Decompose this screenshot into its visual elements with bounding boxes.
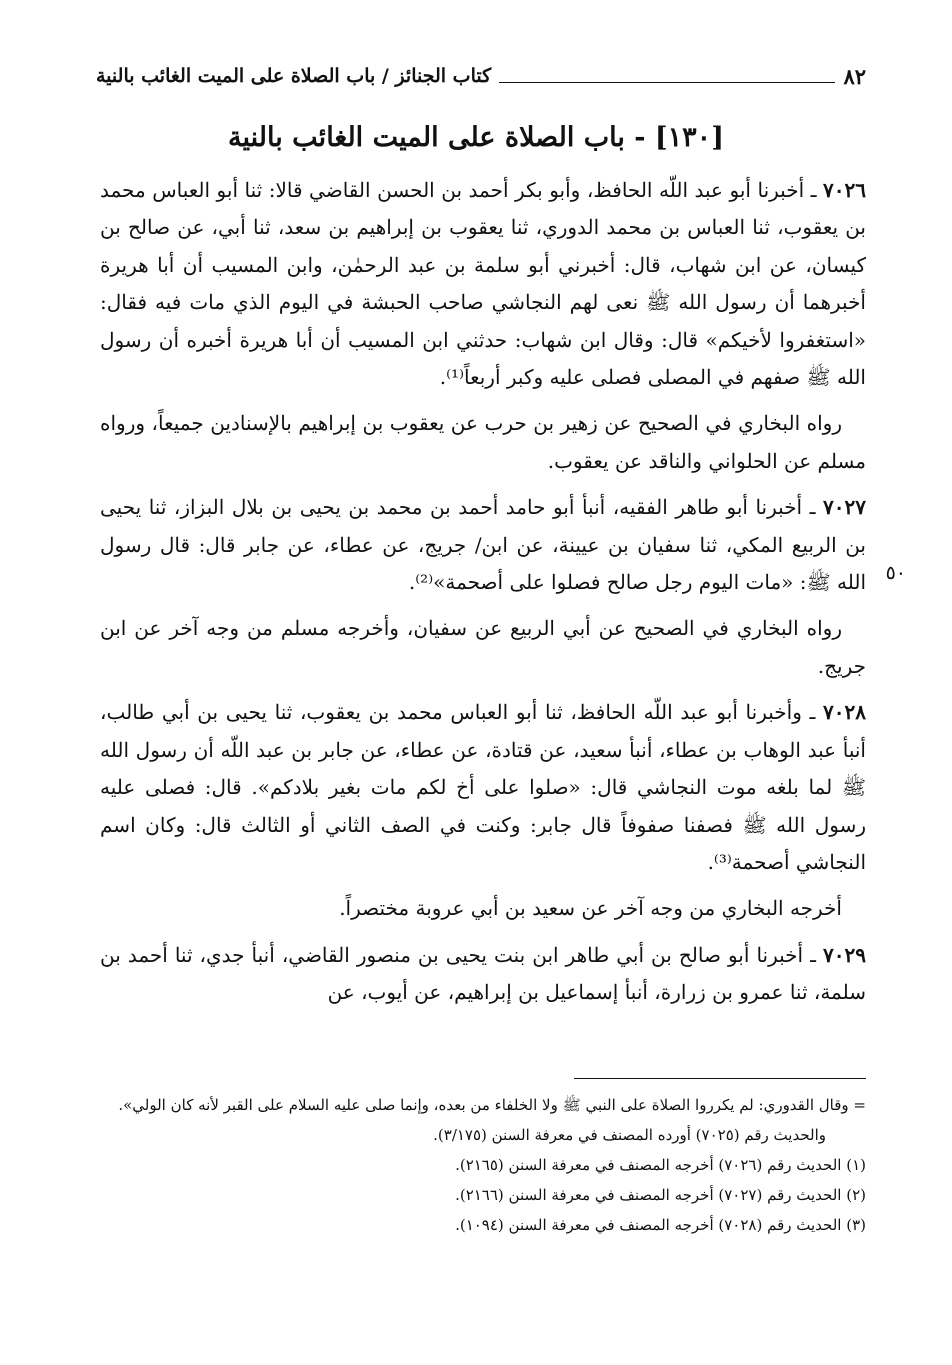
paragraph-text: رواه البخاري في الصحيح عن أبي الربيع عن سفيان، وأخرجه مسلم من وجه آخر عن ابن جريج. [100, 616, 866, 678]
paragraph-text: ـ وأخبرنا أبو عبد اللّه الحافظ، ثنا أبو العباس محمد بن يعقوب، ثنا يحيى بن أبي طالب، أنبأ عبد الوهاب بن عطاء، أنبأ سعيد، عن قتادة، عن عطاء، عن جابر بن عبد اللّه أن رسول الله ﷺ لما بلغه موت النجاشي قال: «صلوا على أخ لكم مات بغير بلادكم». قال: فصلى عليه رسول الله ﷺ فصفنا صفوفاً قال جابر: وكنت في الصف الثاني أو الثالث قال: وكان اسم النجاشي أصحمة⁽³⁾. [100, 700, 867, 874]
page-number: ٨٢ [843, 63, 866, 89]
hadith-number: ٧٠٢٩ [823, 942, 866, 967]
body-text [100, 172, 866, 1012]
commentary-paragraph [100, 405, 866, 480]
hadith-paragraph [100, 694, 866, 881]
footnotes [100, 1090, 866, 1240]
paragraph-text: ـ أخبرنا أبو صالح بن أبي طاهر ابن بنت يحيى بن منصور القاضي، أنبأ جدي، ثنا أحمد بن سلمة، ثنا عمرو بن زرارة، أنبأ إسماعيل بن إبراهيم، عن أيوب، عن [100, 942, 866, 1005]
header-rule [499, 82, 835, 83]
hadith-paragraph [100, 172, 866, 396]
footnote-item: (١) الحديث رقم (٧٠٢٦) أخرجه المصنف في معرفة السنن (٢١٦٥). [455, 1156, 866, 1174]
hadith-number: ٧٠٢٨ [823, 700, 866, 725]
chapter-title: [١٣٠] - باب الصلاة على الميت الغائب بالنية [228, 122, 724, 153]
footnote-continuation: = وقال القدوري: لم يكرروا الصلاة على النبي ﷺ ولا الخلفاء من بعده، وإنما صلى عليه السلام على القبر لأنه كان الولي». [118, 1096, 866, 1114]
footnote-item: (٢) الحديث رقم (٧٠٢٧) أخرجه المصنف في معرفة السنن (٢١٦٦). [455, 1186, 866, 1204]
hadith-paragraph [100, 937, 866, 1012]
hadith-number: ٧٠٢٦ [823, 178, 866, 202]
hadith-number: ٧٠٢٧ [823, 495, 866, 520]
paragraph-text: رواه البخاري في الصحيح عن زهير بن حرب عن يعقوب بن إبراهيم بالإسنادين جميعاً، ورواه مسلم عن الحلواني والناقد عن يعقوب. [100, 411, 866, 473]
margin-page-number: ٥٠ [885, 562, 906, 584]
hadith-paragraph [100, 489, 866, 601]
commentary-paragraph [100, 610, 866, 685]
footnote-item: (٣) الحديث رقم (٧٠٢٨) أخرجه المصنف في معرفة السنن (١٠٩٤). [455, 1216, 866, 1234]
footnote-item: والحديث رقم (٧٠٢٥) أورده المصنف في معرفة السنن (٣/١٧٥). [433, 1126, 826, 1144]
running-header [96, 58, 866, 94]
commentary-paragraph [100, 890, 866, 927]
running-title: كتاب الجنائز / باب الصلاة على الميت الغائب بالنية [96, 65, 492, 87]
paragraph-text: ـ أخبرنا أبو طاهر الفقيه، أنبأ أبو حامد أحمد بن محمد بن يحيى بن بلال البزاز، ثنا يحيى بن الربيع المكي، ثنا سفيان بن عيينة، عن ابن/ جريج، عن عطاء، عن جابر قال: قال رسول الله ﷺ: «مات اليوم رجل صالح فصلوا على أصحمة»⁽²⁾. [100, 495, 866, 595]
paragraph-text: ـ أخبرنا أبو عبد اللّه الحافظ، وأبو بكر أحمد بن الحسن القاضي قالا: ثنا أبو العباس محمد بن يعقوب، ثنا العباس بن محمد الدوري، ثنا يعقوب بن إبراهيم بن سعد، ثنا أبي، عن صالح بن كيسان، عن ابن شهاب، قال: أخبرني أبو سلمة بن عبد الرحمٰن، وابن المسيب أن أبا هريرة أخبرهما أن رسول الله ﷺ نعى لهم النجاشي صاحب الحبشة في اليوم الذي مات فيه فقال: «استغفروا لأخيكم» قال: وقال ابن شهاب: حدثني ابن المسيب أن أبا هريرة أخبره أن رسول الله ﷺ صفهم في المصلى فصلى عليه وكبر أربعاً⁽¹⁾. [100, 178, 866, 390]
paragraph-text: أخرجه البخاري من وجه آخر عن سعيد بن أبي عروبة مختصراً. [339, 896, 842, 921]
footnote-rule [574, 1078, 866, 1079]
